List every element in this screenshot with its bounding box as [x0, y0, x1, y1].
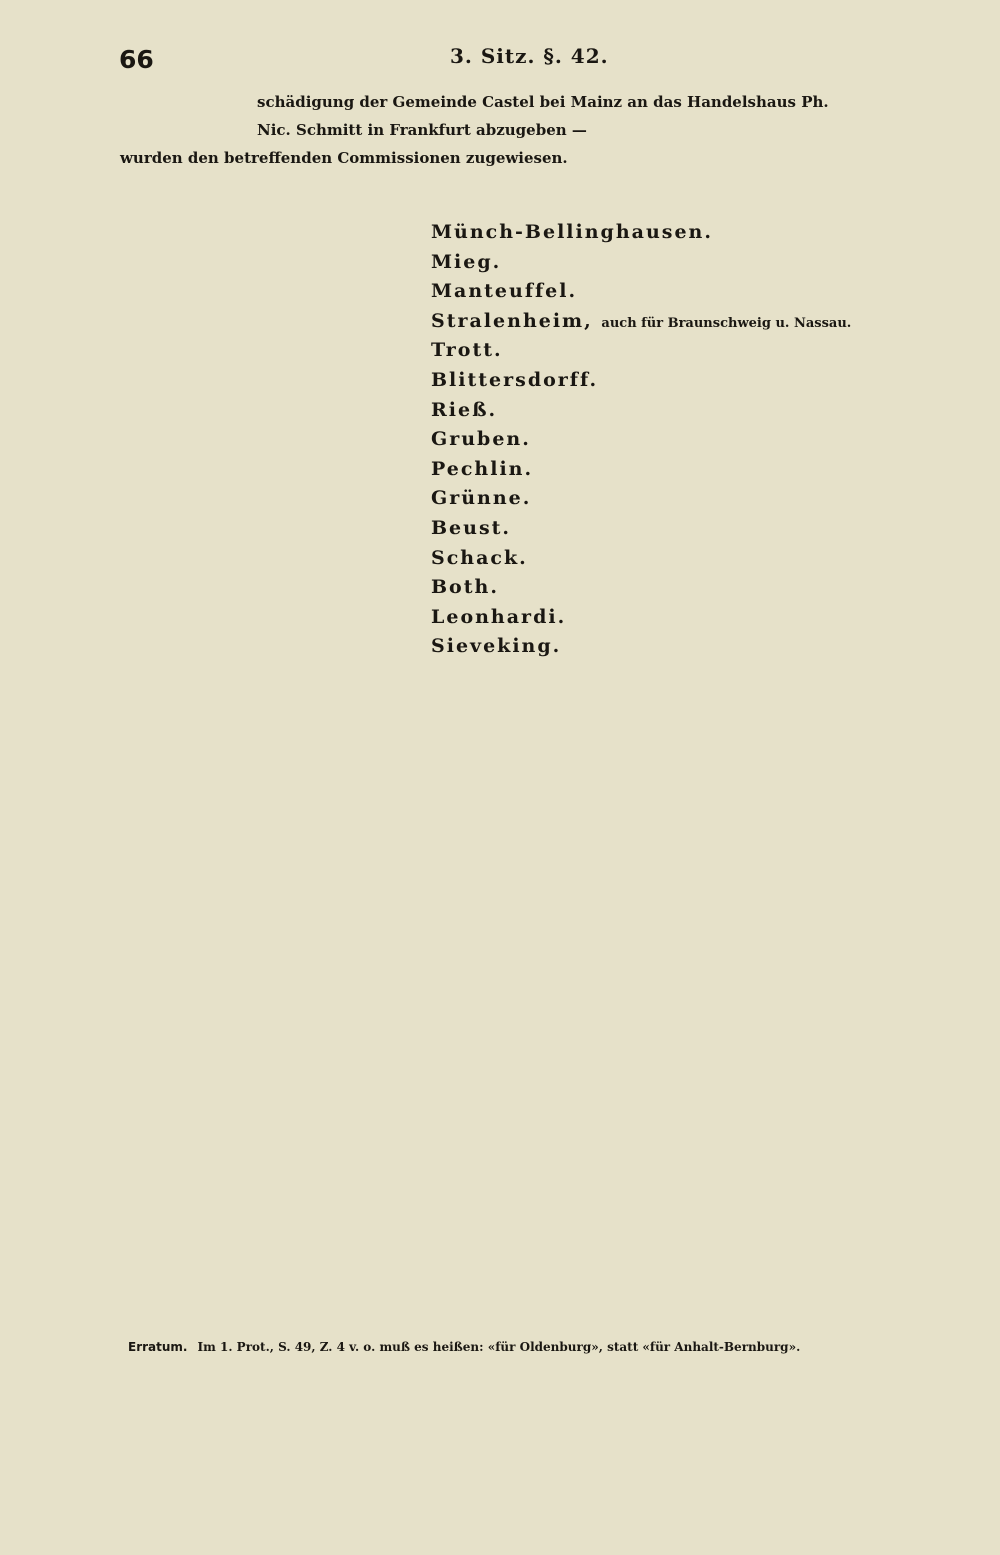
signatory-name-text: Both. [431, 576, 499, 599]
signatory-list [431, 218, 931, 662]
signatory-name-text: Beust. [431, 516, 512, 539]
signatory-name [431, 336, 931, 366]
intro-paragraph [120, 88, 920, 172]
signatory-name [431, 366, 931, 396]
intro-line: Nic. Schmitt in Frankfurt abzugeben — [257, 121, 587, 139]
signatory-name-text: Leonhardi. [431, 605, 567, 628]
signatory-name-text: Schack. [431, 546, 528, 569]
signatory-name [431, 218, 931, 248]
intro-line: schädigung der Gemeinde Castel bei Mainz an das Handelshaus Ph. [257, 93, 829, 111]
signatory-name [431, 425, 931, 455]
signatory-name [431, 277, 931, 307]
signatory-name-text: Stralenheim, [431, 309, 593, 332]
signatory-note: auch für Braunschweig u. Nassau. [601, 315, 852, 331]
signatory-name-text: Rieß. [431, 398, 498, 421]
signatory-name-text: Münch-Bellinghausen. [431, 221, 713, 243]
signatory-name [431, 307, 931, 337]
page-number: 66 [119, 45, 154, 74]
signatory-name [431, 484, 931, 514]
signatory-name-text: Sieveking. [431, 635, 562, 658]
signatory-name [431, 544, 931, 574]
signatory-name [431, 396, 931, 426]
signatory-name-text: Mieg. [431, 250, 502, 273]
running-header: 3. Sitz. §. 42. [450, 44, 609, 68]
signatory-name [431, 514, 931, 544]
signatory-name [431, 248, 931, 278]
erratum-note [128, 1340, 948, 1354]
signatory-name [431, 603, 931, 633]
signatory-name [431, 573, 931, 603]
intro-line: wurden den betreffenden Commissionen zugewiesen. [120, 149, 568, 167]
signatory-name-text: Gruben. [431, 428, 531, 451]
signatory-name-text: Manteuffel. [431, 280, 578, 303]
signatory-name-text: Grünne. [431, 487, 532, 510]
signatory-name-text: Blittersdorff. [431, 368, 599, 391]
signatory-name-text: Trott. [431, 339, 503, 362]
signatory-name [431, 632, 931, 662]
signatory-name [431, 455, 931, 485]
signatory-name-text: Pechlin. [431, 457, 534, 480]
erratum-text: Im 1. Prot., S. 49, Z. 4 v. o. muß es heißen: «für Oldenburg», statt «für Anhalt-Bernburg». [197, 1340, 801, 1354]
erratum-label: Erratum. [128, 1340, 188, 1354]
